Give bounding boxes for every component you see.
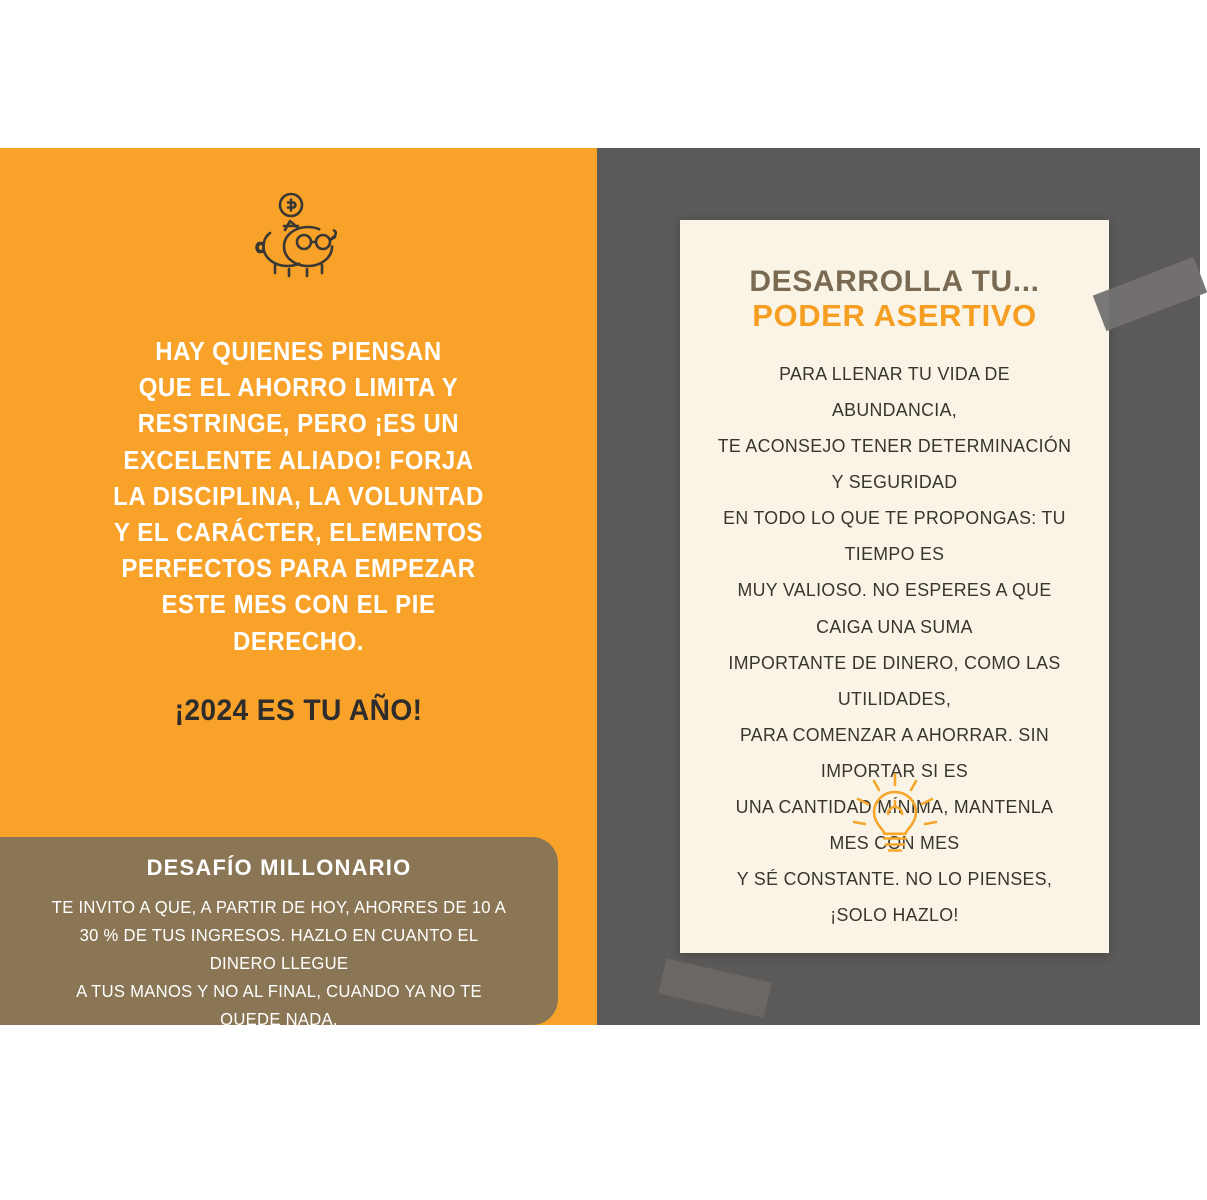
right-gray-page: [597, 148, 1200, 1025]
card-body-line: UNA CANTIDAD MÍNIMA, MANTENLA MES CON MES: [735, 795, 1054, 853]
card-body-line: IMPORTANTE DE DINERO, COMO LAS UTILIDADES,: [728, 651, 1061, 709]
challenge-callout-box: [0, 837, 558, 1085]
card-heading-top: DESARROLLA TU...: [749, 265, 1040, 298]
challenge-line: TE INVITO A QUE, A PARTIR DE HOY, AHORRES DE 10 A: [51, 897, 507, 917]
challenge-body: [48, 893, 510, 1089]
year-highlight: ¡2024 ES TU AÑO!: [174, 693, 423, 727]
challenge-line: A TUS MANOS Y NO AL FINAL, CUANDO YA NO TE QUEDE NADA.: [76, 981, 482, 1029]
card-body-line: TE ACONSEJO TENER DETERMINACIÓN Y SEGURIDAD: [717, 435, 1072, 493]
challenge-line: ¡SÉ PACIENTE Y NO BUSQUES LA GRATIFICACIÓN INSTANTÁNEA!: [71, 1037, 487, 1085]
piggy-bank-icon: [0, 186, 597, 296]
challenge-line: 30 % DE TUS INGRESOS. HAZLO EN CUANTO EL DINERO LLEGUE: [79, 925, 479, 973]
lightbulb-icon: [680, 768, 1109, 860]
left-page-paragraph: [74, 334, 522, 732]
tape-strip-icon-top: [1093, 257, 1207, 331]
paragraph-line: HAY QUIENES PIENSAN: [155, 338, 442, 366]
paragraph-line: LA DISCIPLINA, LA VOLUNTAD: [113, 482, 484, 511]
card-body-line: Y SÉ CONSTANTE. NO LO PIENSES, ¡SOLO HAZLO!: [736, 867, 1053, 926]
card-body-line: PARA LLENAR TU VIDA DE ABUNDANCIA,: [779, 363, 1010, 421]
card-heading-bottom: PODER ASERTIVO: [752, 297, 1037, 333]
card-body-line: PARA COMENZAR A AHORRAR. SIN IMPORTAR SI ES: [739, 723, 1050, 781]
card-body-line: EN TODO LO QUE TE PROPONGAS: TU TIEMPO ES: [723, 507, 1066, 565]
paragraph-line: PERFECTOS PARA EMPEZAR: [121, 555, 476, 584]
left-orange-page: [0, 148, 597, 1085]
two-page-spread: [0, 148, 1200, 1085]
paragraph-line: RESTRINGE, PERO ¡ES UN: [137, 410, 460, 439]
taped-note-card: [680, 220, 1109, 953]
paragraph-line: EXCELENTE ALIADO! FORJA: [123, 446, 474, 475]
card-body-line: MUY VALIOSO. NO ESPERES A QUE CAIGA UNA SUMA: [737, 579, 1052, 637]
tape-strip-icon-bottom: [658, 958, 771, 1017]
paragraph-line: ESTE MES CON EL PIE: [161, 591, 436, 620]
paragraph-line: DERECHO.: [232, 627, 365, 656]
paragraph-line: Y EL CARÁCTER, ELEMENTOS: [113, 519, 484, 548]
paragraph-line: QUE EL AHORRO LIMITA Y: [138, 374, 459, 403]
challenge-title: DESAFÍO MILLONARIO: [146, 855, 412, 880]
